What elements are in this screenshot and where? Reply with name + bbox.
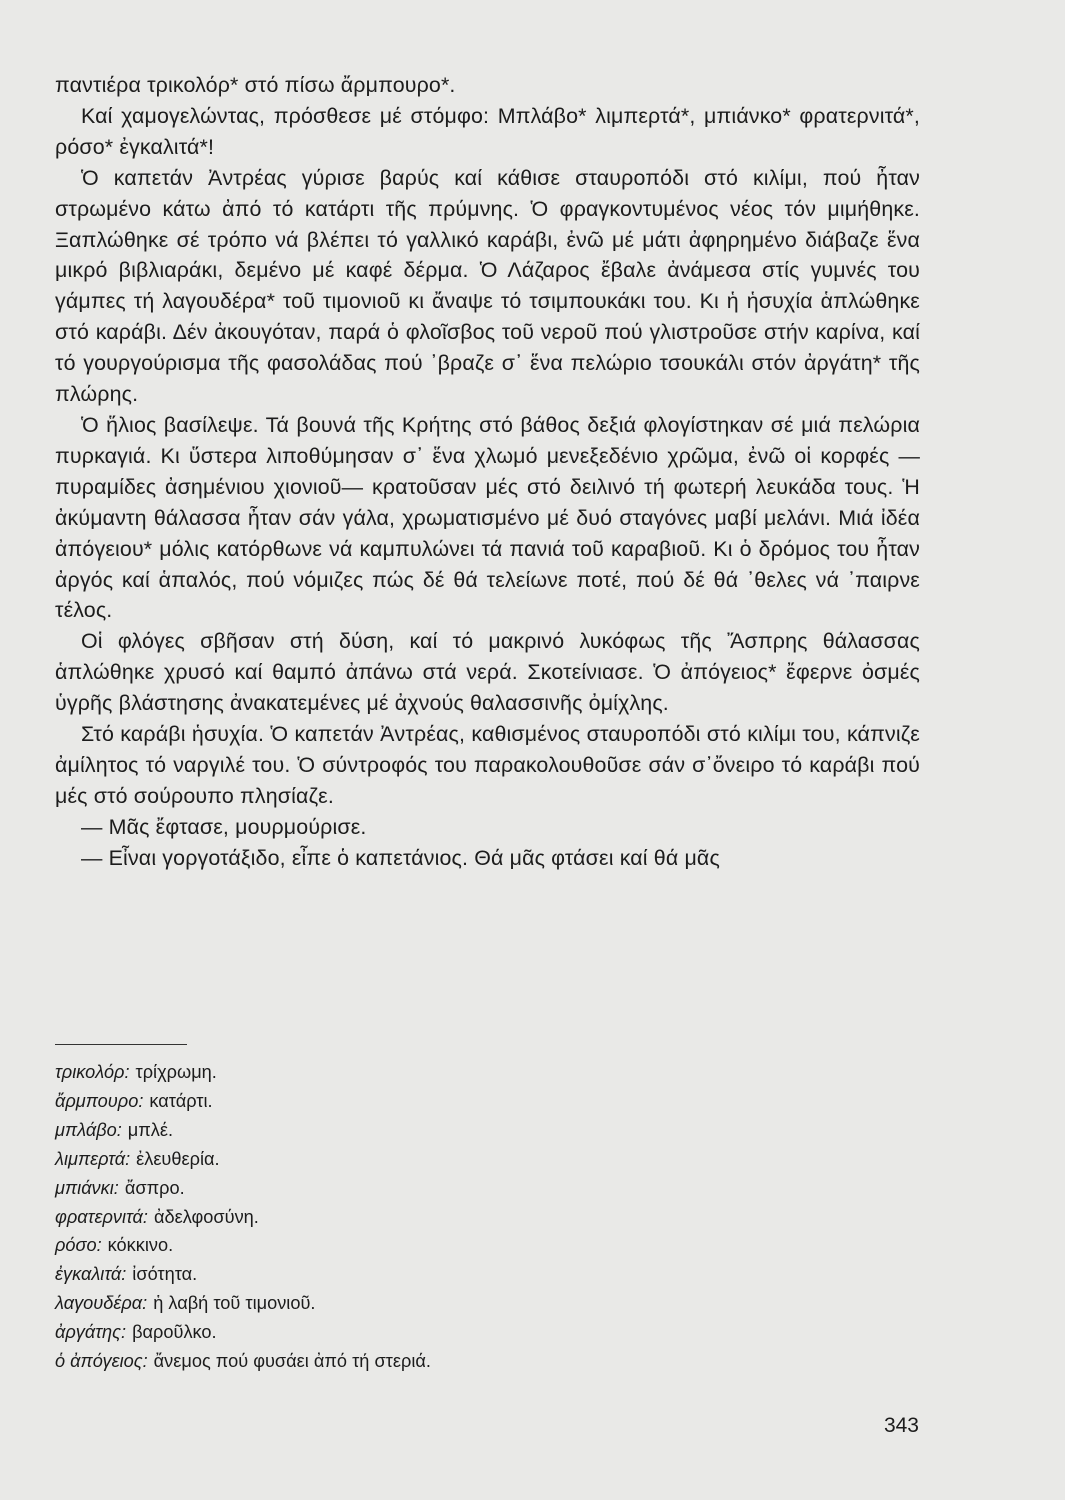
footnote-definition: ἄσπρο.	[124, 1177, 185, 1198]
footnote-definition: μπλέ.	[127, 1119, 174, 1140]
paragraph: Ὁ καπετάν Ἀντρέας γύρισε βαρύς καί κάθισε σταυροπόδι στό κιλίμι, πού ἦταν στρωμένο κάτω ἀπό τό κατάρτι τῆς πρύμνης. Ὁ φραγκοντυμένος νέος τόν μιμήθηκε. Ξαπλώθηκε σέ τρόπο νά βλέπει τό γαλλικό καράβι, ἐνῶ μέ μάτι ἀφηρημένο διάβαζε ἕνα μικρό βιβλιαράκι, δεμένο μέ καφέ δέρμα. Ὁ Λάζαρος ἔβαλε ἀνάμεσα στίς γυμνές του γάμπες τή λαγουδέρα* τοῦ τιμονιοῦ κι ἄναψε τό τσιμπουκάκι του. Κι ἡ ἡσυχία ἁπλώθηκε στό καράβι. Δέν ἀκουγόταν, παρά ὁ φλοῖσβος τοῦ νεροῦ πού γλιστροῦσε στήν καρίνα, καί τό γουργούρισμα τῆς φασολάδας πού ᾿βραζε σ᾿ ἕνα πελώριο τσουκάλι στόν ἀργάτη* τῆς πλώρης.	[55, 165, 920, 407]
footnote-definition: κατάρτι.	[149, 1090, 213, 1111]
footnote-definition: ἀδελφοσύνη.	[153, 1206, 259, 1227]
footnote-definition: ἡ λαβή τοῦ τιμονιοῦ.	[153, 1293, 316, 1314]
footnote-divider	[55, 1044, 187, 1045]
paragraph: Στό καράβι ἡσυχία. Ὁ καπετάν Ἀντρέας, καθισμένος σταυροπόδι στό κιλίμι του, κάπνιζε ἀμίλητος τό ναργιλέ του. Ὁ σύντροφός του παρακολουθοῦσε σάν σ᾿ὄνειρο τό καράβι πού μές στό σούρουπο πλησίαζε.	[55, 722, 920, 808]
footnote-definition: ἄνεμος πού φυσάει ἀπό τή στεριά.	[153, 1351, 431, 1372]
footnote-item	[55, 1087, 755, 1116]
footnote-term: μπιάνκι:	[55, 1177, 119, 1198]
footnote-item	[55, 1260, 755, 1289]
page-number: 343	[883, 1414, 919, 1437]
footnote-term: ἐγκαλιτά:	[55, 1264, 127, 1285]
footnote-item	[55, 1174, 755, 1203]
footnote-term: λιμπερτά:	[55, 1148, 131, 1169]
footnote-item	[55, 1289, 755, 1318]
footnotes-glossary	[55, 1058, 755, 1376]
footnote-term: ἀργάτης:	[55, 1322, 127, 1343]
footnote-term: λαγουδέρα:	[55, 1293, 148, 1314]
footnote-term: φρατερνιτά:	[55, 1206, 148, 1227]
footnote-item	[55, 1203, 755, 1232]
footnote-item	[55, 1116, 755, 1145]
footnote-item	[55, 1145, 755, 1174]
footnote-definition: τρίχρωμη.	[135, 1062, 217, 1082]
footnote-term: ἄρμπουρο:	[55, 1090, 144, 1111]
footnote-definition: ἰσότητα.	[132, 1264, 198, 1285]
paragraph: παντιέρα τρικολόρ* στό πίσω ἄρμπουρο*.	[55, 73, 456, 97]
footnote-item	[55, 1058, 755, 1087]
footnote-term: ρόσο:	[55, 1235, 102, 1256]
footnote-definition: βαροῦλκο.	[132, 1322, 217, 1343]
paragraph: Οἱ φλόγες σβῆσαν στή δύση, καί τό μακρινό λυκόφως τῆς Ἄσπρης θάλασσας ἁπλώθηκε χρυσό καί θαμπό ἀπάνω στά νερά. Σκοτείνιασε. Ὁ ἀπόγειος* ἔφερνε ὀσμές ὑγρῆς βλάστησης ἀνακατεμένες μέ ἀχνούς θαλασσινῆς ὀμίχλης.	[55, 629, 920, 716]
paragraph: Ὁ ἥλιος βασίλεψε. Τά βουνά τῆς Κρήτης στό βάθος δεξιά φλογίστηκαν σέ μιά πελώρια πυρκαγιά. Κι ὕστερα λιποθύμησαν σ᾿ ἕνα χλωμό μενεξεδένιο χρῶμα, ἐνῶ οἱ κορφές —πυραμίδες ἀσημένιου χιονιοῦ— κρατοῦσαν μές στό δειλινό τή φωτερή λευκάδα τους. Ἡ ἀκύμαντη θάλασσα ἦταν σάν γάλα, χρωματισμένο μέ δυό σταγόνες μαβί μελάνι. Μιά ἰδέα ἀπόγειου* μόλις κατόρθωνε νά καμπυλώνει τά πανιά τοῦ καραβιοῦ. Κι ὁ δρόμος του ἦταν ἀργός καί ἁπαλός, πού νόμιζες πώς δέ θά τελείωνε ποτέ, πού δέ θά ᾿θελες νά ᾿παιρνε τέλος.	[55, 412, 920, 623]
paragraph: Καί χαμογελώντας, πρόσθεσε μέ στόμφο: Μπλάβο* λιμπερτά*, μπιάνκο* φρατερνιτά*, ρόσο* ἐγκαλιτά*!	[55, 103, 920, 159]
footnote-item	[55, 1231, 755, 1260]
footnote-term: ὁ ἀπόγειος:	[55, 1351, 148, 1372]
footnote-term: τρικολόρ:	[55, 1062, 130, 1082]
paragraph: — Εἶναι γοργοτάξιδο, εἶπε ὁ καπετάνιος. Θά μᾶς φτάσει καί θά μᾶς	[81, 845, 720, 870]
body-text	[55, 70, 920, 874]
footnote-item	[55, 1347, 755, 1376]
footnote-item	[55, 1318, 755, 1347]
footnote-term: μπλάβο:	[55, 1119, 122, 1140]
footnote-definition: ἐλευθερία.	[136, 1148, 220, 1169]
footnote-definition: κόκκινο.	[107, 1235, 174, 1256]
paragraph: — Μᾶς ἔφτασε, μουρμούρισε.	[81, 814, 367, 839]
